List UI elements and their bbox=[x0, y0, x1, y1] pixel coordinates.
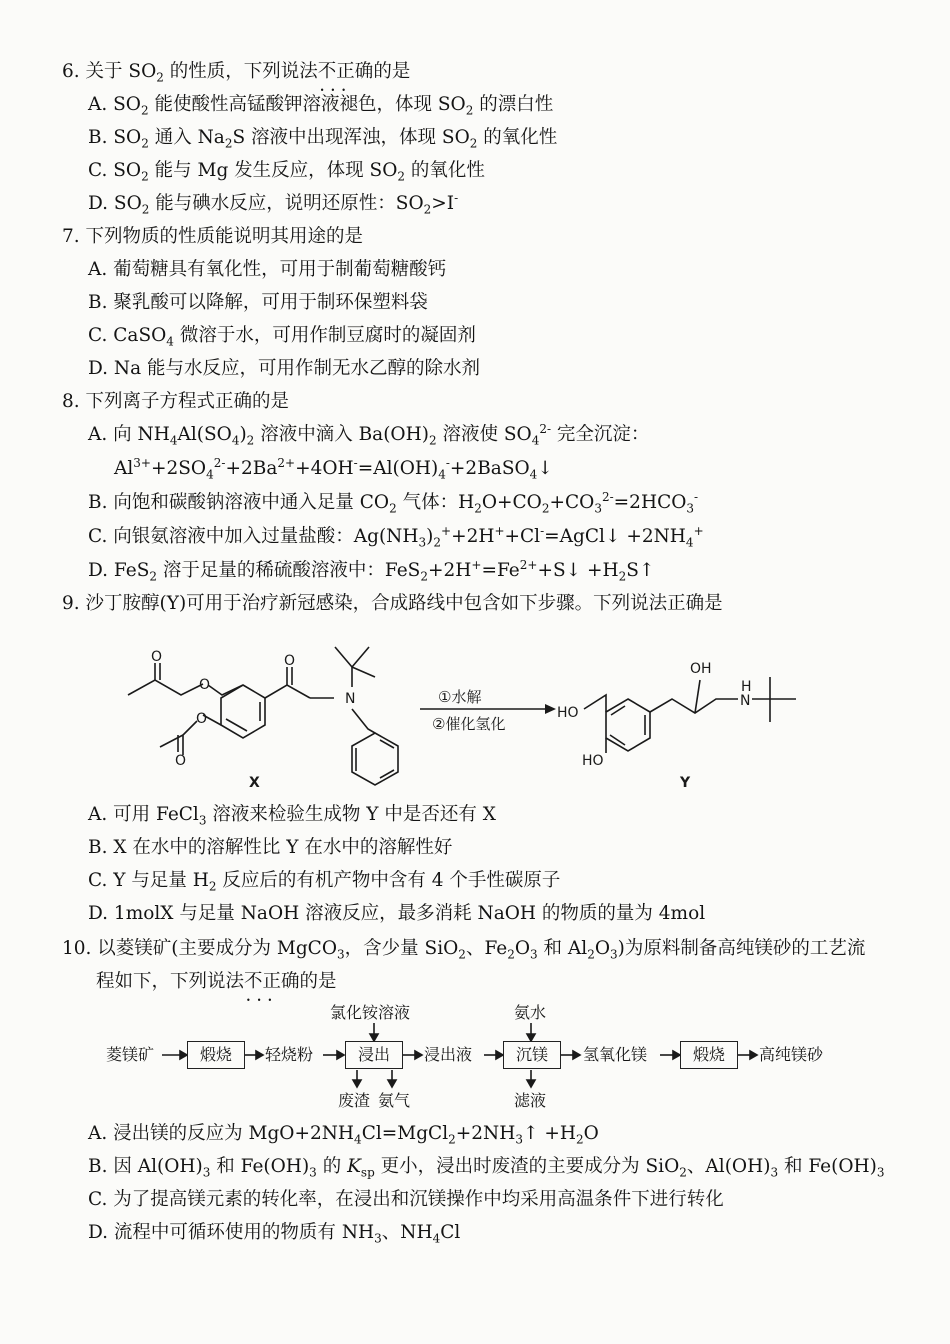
flow-output-ammonia: 氨气 bbox=[378, 1091, 411, 1110]
atom-label: O bbox=[284, 653, 296, 669]
atom-label: O bbox=[175, 753, 187, 769]
flow-product: 高纯镁砂 bbox=[759, 1045, 824, 1064]
atom-label: HO bbox=[582, 753, 604, 769]
q9-option-d: D. 1molX 与足量 NaOH 溶液反应，最多消耗 NaOH 的物质的量为 4mol bbox=[88, 903, 706, 924]
atom-label: OH bbox=[690, 661, 712, 677]
flow-magnesium-hydroxide: 氢氧化镁 bbox=[583, 1045, 648, 1064]
q6-option-b: B. $SO_2$ 通入 $Na_2S$ 溶液中出现浑浊，体现 $SO_2$ 的氧化性 bbox=[88, 127, 558, 151]
q10-stem-line-2: 程如下，下列说法不正确 •••的是 bbox=[96, 970, 337, 994]
q7-option-a: A. 葡萄糖具有氧化性，可用于制葡萄糖酸钙 bbox=[88, 259, 447, 280]
flow-output-waste: 废渣 bbox=[338, 1091, 371, 1110]
q9-option-a: A. 可用 FeCl$_3$ 溶液来检验生成物 Y 中是否还有 X bbox=[88, 804, 496, 828]
flow-box-precipitation: 沉镁 bbox=[503, 1041, 561, 1069]
q7-stem: 7. 下列物质的性质能说明其用途的是 bbox=[62, 226, 364, 247]
flow-light-powder: 轻烧粉 bbox=[265, 1045, 314, 1064]
q6-option-a: A. $SO_2$ 能使酸性高锰酸钾溶液褪色，体现 $SO_2$ 的漂白性 bbox=[88, 94, 554, 118]
q9-stem: 9. 沙丁胺醇(Y)可用于治疗新冠感染，合成路线中包含如下步骤。下列说法正确是 bbox=[62, 593, 723, 614]
compound-label-x: X bbox=[249, 775, 260, 791]
q8-option-c: C. 向银氨溶液中加入过量盐酸：$Ag(NH_3)_2^++2H^++Cl^-=AgCl↓ +2NH_4^+$ bbox=[88, 523, 704, 550]
flow-input-nh4cl: 氯化铵溶液 bbox=[330, 1003, 411, 1022]
q8-option-a-equation: $Al^{3+}+2SO_4^{2-}+2Ba^{2+}+4OH^-=Al(OH)_4^-+2BaSO_4↓$ bbox=[114, 455, 553, 482]
q7-option-c: C. CaSO$_4$ 微溶于水，可用作制豆腐时的凝固剂 bbox=[88, 325, 476, 349]
q10-stem-line-1: 10. 以菱镁矿(主要成分为 MgCO$_3$，含少量 SiO$_2$、$Fe_2O_3$ 和 $Al_2O_3$)为原料制备高纯镁砂的工艺流 bbox=[62, 938, 866, 962]
flow-output-filtrate: 滤液 bbox=[514, 1091, 547, 1110]
molecule-x-structure bbox=[128, 647, 398, 785]
flow-box-calcination-1: 煅烧 bbox=[187, 1041, 245, 1069]
atom-label: H bbox=[741, 679, 752, 695]
reaction-step-1: ①水解 bbox=[438, 688, 482, 706]
q9-reaction-scheme bbox=[0, 625, 950, 795]
reaction-step-2: ②催化氢化 bbox=[432, 715, 506, 733]
q7-option-b: B. 聚乳酸可以降解，可用于制环保塑料袋 bbox=[88, 292, 428, 313]
atom-label: O bbox=[151, 649, 163, 665]
q8-option-d: D. FeS$_2$ 溶于足量的稀硫酸溶液中：$FeS_2+2H^+=Fe^{2+}+S↓$ $+H_2S↑$ bbox=[88, 557, 655, 584]
q8-option-b: B. 向饱和碳酸钠溶液中通入足量 $CO_2$ 气体：$H_2O+CO_2+CO_3^{2-}=2HCO_3^-$ bbox=[88, 489, 699, 516]
q10-option-d: D. 流程中可循环使用的物质有 $NH_3$、$NH_4Cl$ bbox=[88, 1222, 461, 1246]
molecule-y-structure bbox=[584, 677, 796, 753]
flow-box-leaching: 浸出 bbox=[345, 1041, 403, 1069]
q10-option-b: B. 因 $Al(OH)_3$ 和 $Fe(OH)_3$ 的 $K_{sp}$ 更小，浸出时废渣的主要成分为 SiO$_2$、$Al(OH)_3$ 和 $Fe(OH)_3$ bbox=[88, 1156, 885, 1180]
emphasis-dots: 不正确 ••• bbox=[318, 61, 374, 82]
q8-option-a: A. 向 $NH_4Al(SO_4)_2$ 溶液中滴入 $Ba(OH)_2$ 溶液使 $SO_4^{2-}$ 完全沉淀： bbox=[88, 421, 650, 448]
q9-option-c: C. Y 与足量 $H_2$ 反应后的有机产物中含有 4 个手性碳原子 bbox=[88, 870, 561, 894]
q6-stem: 6. 关于 $SO_2$ 的性质，下列说法不正确 •••的是 bbox=[62, 60, 410, 84]
q8-stem: 8. 下列离子方程式正确的是 bbox=[62, 391, 290, 412]
q7-option-d: D. Na 能与水反应，可用作制无水乙醇的除水剂 bbox=[88, 358, 481, 379]
q10-option-a: A. 浸出镁的反应为 $MgO+2NH_4Cl=MgCl_2+2NH_3↑ +H_2O$ bbox=[88, 1123, 599, 1147]
q6-option-c: C. $SO_2$ 能与 Mg 发生反应，体现 $SO_2$ 的氧化性 bbox=[88, 160, 485, 184]
q9-option-b: B. X 在水中的溶解性比 Y 在水中的溶解性好 bbox=[88, 837, 453, 858]
atom-label: N bbox=[345, 691, 356, 707]
q6-option-d: D. $SO_2$ 能与碘水反应，说明还原性：$SO_2>I^-$ bbox=[88, 190, 459, 217]
emphasis-dots: 不正确 ••• bbox=[244, 971, 300, 992]
atom-label: HO bbox=[557, 705, 579, 721]
flow-input-ammonia: 氨水 bbox=[514, 1003, 547, 1022]
atom-label: N bbox=[740, 693, 751, 709]
compound-label-y: Y bbox=[680, 775, 691, 791]
flow-raw-material: 菱镁矿 bbox=[106, 1045, 155, 1064]
flow-leachate: 浸出液 bbox=[424, 1045, 473, 1064]
atom-label: O bbox=[199, 677, 211, 693]
q10-option-c: C. 为了提高镁元素的转化率，在浸出和沉镁操作中均采用高温条件下进行转化 bbox=[88, 1189, 724, 1210]
reaction-arrow bbox=[420, 688, 556, 733]
flow-box-calcination-2: 煅烧 bbox=[680, 1041, 738, 1069]
atom-label: O bbox=[196, 711, 208, 727]
